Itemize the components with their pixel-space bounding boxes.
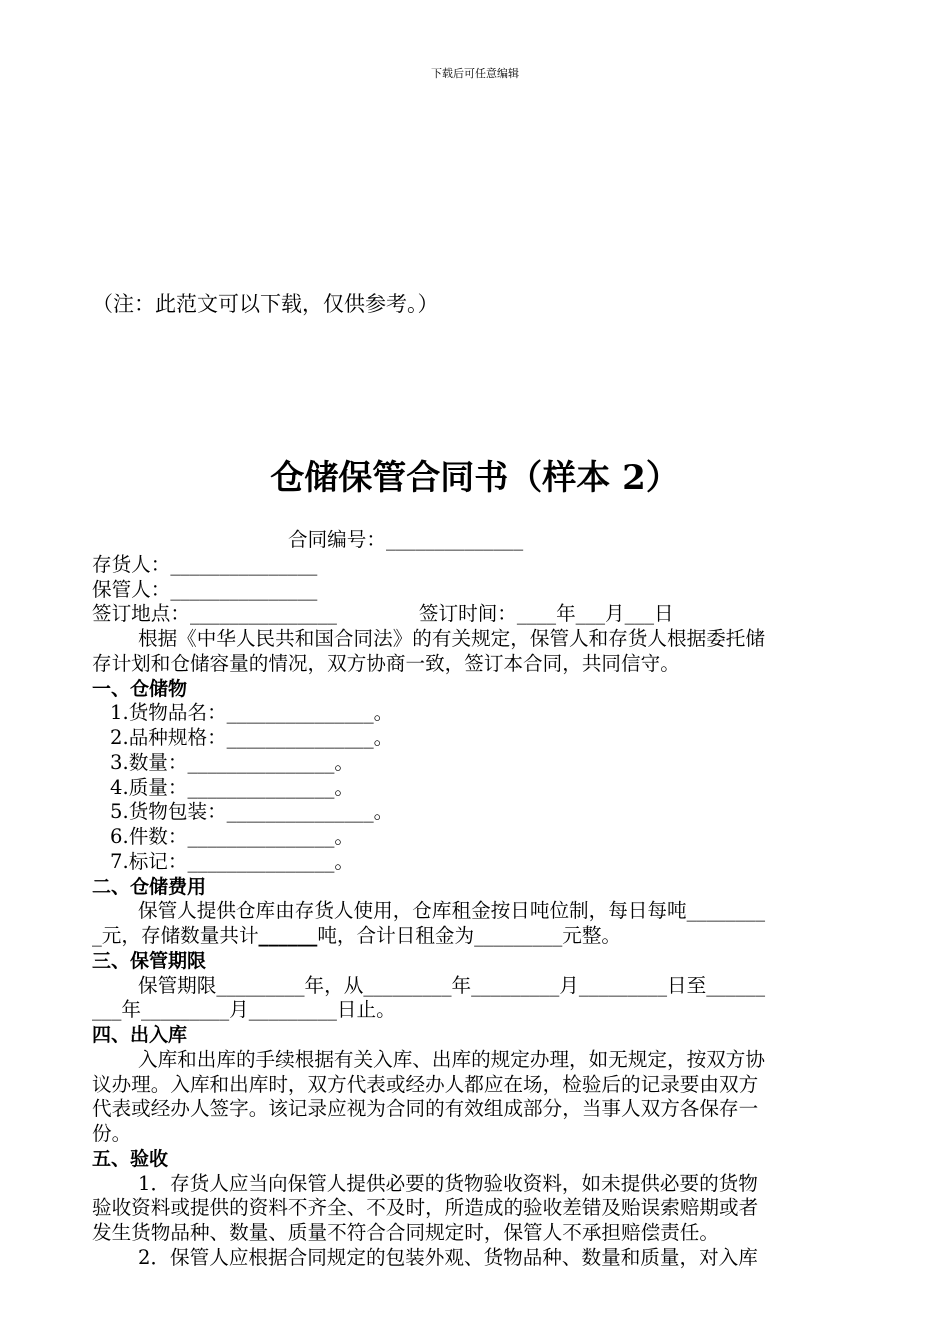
paragraph-line: 验收资料或提供的资料不齐全、不及时，所造成的验收差错及贻误索赔期或者	[92, 1196, 759, 1220]
sign-line	[92, 602, 858, 627]
section-heading: 三、保管期限	[92, 949, 207, 972]
section-heading: 一、仓储物	[92, 677, 188, 700]
keeper-line: 保管人：_______________	[92, 577, 318, 601]
paragraph-line: 发生货物品种、数量、质量不符合合同规定时，保管人不承担赔偿责任。	[92, 1221, 719, 1244]
list-item: 4.质量：_______________。	[110, 775, 355, 799]
section-heading: 四、出入库	[92, 1024, 188, 1046]
header-note: 下载后可任意编辑	[431, 67, 519, 80]
text-span: _元，存储数量共计	[92, 924, 259, 947]
depositor-line: 存货人：_______________	[92, 552, 318, 576]
paragraph-line: 保管期限_________年，从_________年_________月_________日至______	[138, 973, 765, 997]
document-body	[92, 528, 858, 1271]
paragraph-line: 份。	[92, 1122, 132, 1145]
list-item: 3.数量：_______________。	[110, 750, 355, 774]
paragraph-line: ___年_________月_________日止。	[92, 998, 396, 1022]
sign-place: 签订地点：_______________	[92, 602, 337, 626]
section-heading: 二、仓储费用	[92, 875, 207, 898]
paragraph-line: 2．保管人应根据合同规定的包装外观、货物品种、数量和质量，对入库	[138, 1245, 758, 1269]
blank-field: ______	[258, 924, 318, 947]
contract-number-line: 合同编号：______________	[288, 528, 524, 551]
paragraph-line: 保管人提供仓库由存货人使用，仓库租金按日吨位制，每日每吨________	[138, 899, 765, 923]
list-item: 6.件数：_______________。	[110, 825, 355, 848]
list-item: 2.品种规格：_______________。	[110, 726, 394, 749]
paragraph-line: 议办理。入库和出库时，双方代表或经办人都应在场，检验后的记录要由双方	[92, 1072, 759, 1096]
list-item: 7.标记：_______________。	[110, 849, 355, 873]
intro-paragraph-line: 根据《中华人民共和国合同法》的有关规定，保管人和存货人根据委托储	[138, 627, 765, 650]
list-item: 5.货物包装：_______________。	[110, 800, 394, 824]
section-heading: 五、验收	[92, 1147, 169, 1170]
intro-paragraph-line: 存计划和仓储容量的情况，双方协商一致，签订本合同，共同信守。	[92, 651, 680, 675]
text-span: 吨，合计日租金为_________元整。	[317, 924, 622, 947]
document-title: 仓储保管合同书（样本 2）	[270, 458, 680, 498]
disclaimer-note: （注：此范文可以下载，仅供参考。）	[92, 292, 439, 316]
list-item: 1.货物品名：_______________。	[110, 701, 394, 725]
paragraph-line: 代表或经办人签字。该记录应视为合同的有效组成部分，当事人双方各保存一	[92, 1097, 759, 1121]
paragraph-line: 1．存货人应当向保管人提供必要的货物验收资料，如未提供必要的货物	[138, 1171, 758, 1195]
paragraph-line	[92, 924, 858, 949]
paragraph-line: 入库和出库的手续根据有关入库、出库的规定办理，如无规定，按双方协	[138, 1047, 765, 1071]
sign-time: 签订时间：____年___月___日	[418, 602, 674, 626]
